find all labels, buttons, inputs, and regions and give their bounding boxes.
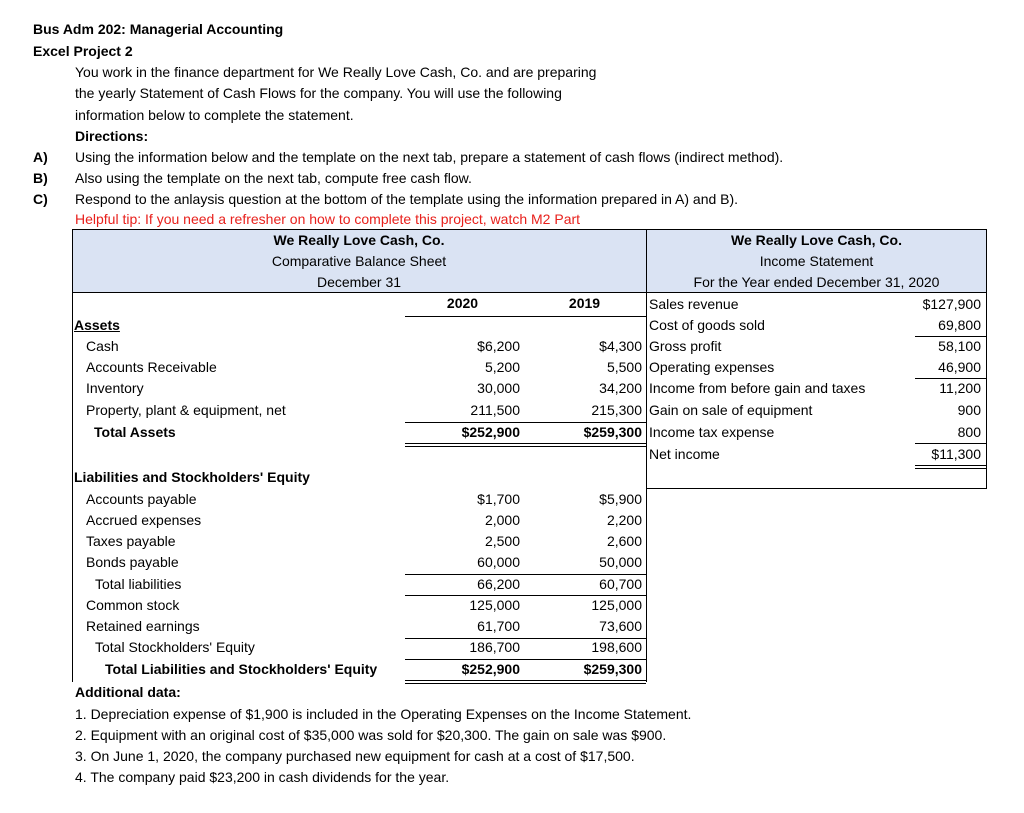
cogs-underline xyxy=(915,336,986,337)
asset-ppe-label: Property, plant & equipment, net xyxy=(86,402,286,418)
is-row-gain-label: Gain on sale of equipment xyxy=(649,402,813,418)
course-title: Bus Adm 202: Managerial Accounting xyxy=(33,21,284,37)
asset-cash-2019: $4,300 xyxy=(599,338,642,354)
direction-a-text: Using the information below and the template on the next tab, prepare a statement of cash flows (indirect method). xyxy=(75,149,784,165)
liab-bonds-2019: 50,000 xyxy=(599,554,642,570)
total-liabilities-2019: 60,700 xyxy=(599,576,642,592)
additional-data-label: Additional data: xyxy=(75,684,181,700)
helpful-tip: Helpful tip: If you need a refresher on how to complete this project, watch M2 Part xyxy=(75,211,581,227)
direction-b-text: Also using the template on the next tab, compute free cash flow. xyxy=(75,170,472,186)
middle-border xyxy=(646,229,647,682)
is-period: For the Year ended December 31, 2020 xyxy=(693,274,940,290)
is-row-sales-value: $127,900 xyxy=(922,296,981,312)
liab-ap-label: Accounts payable xyxy=(86,491,197,507)
net-income-double-line-1 xyxy=(915,465,986,466)
liabilities-equity-label: Liabilities and Stockholders' Equity xyxy=(74,469,310,485)
direction-c-letter: C) xyxy=(33,191,48,207)
income-statement-bottom-border xyxy=(646,488,987,489)
asset-ppe-2019: 215,300 xyxy=(591,402,642,418)
is-title: Income Statement xyxy=(759,253,874,269)
bs-company: We Really Love Cash, Co. xyxy=(273,232,445,248)
assets-subtotal-line xyxy=(405,422,646,423)
asset-ar-label: Accounts Receivable xyxy=(86,359,217,375)
liab-accrued-label: Accrued expenses xyxy=(86,512,202,528)
is-row-income-before-value: 11,200 xyxy=(939,380,981,396)
col-header-2019: 2019 xyxy=(568,295,601,311)
total-liabilities-label: Total liabilities xyxy=(95,576,182,592)
direction-b-letter: B) xyxy=(33,170,48,186)
additional-item-1: 1. Depreciation expense of $1,900 is included in the Operating Expenses on the Income Statement. xyxy=(75,706,692,722)
total-le-2020: $252,900 xyxy=(461,661,520,677)
total-equity-label: Total Stockholders' Equity xyxy=(95,639,255,655)
liab-ap-2020: $1,700 xyxy=(477,491,520,507)
asset-inventory-2019: 34,200 xyxy=(599,380,642,396)
total-le-double-line-1 xyxy=(405,680,646,681)
is-row-tax-value: 800 xyxy=(957,424,981,440)
equity-retained-2019: 73,600 xyxy=(599,618,642,634)
asset-cash-2020: $6,200 xyxy=(477,338,520,354)
is-company: We Really Love Cash, Co. xyxy=(731,232,902,248)
bs-title: Comparative Balance Sheet xyxy=(271,253,447,269)
liabilities-subtotal-line xyxy=(405,574,646,575)
additional-item-2: 2. Equipment with an original cost of $35,000 was sold for $20,300. The gain on sale was $900. xyxy=(75,727,667,743)
total-le-2019: $259,300 xyxy=(583,661,642,677)
intro-line-1: You work in the finance department for We Really Love Cash, Co. and are preparing xyxy=(75,64,597,80)
is-row-gross-label: Gross profit xyxy=(649,338,722,354)
direction-c-text: Respond to the anlaysis question at the bottom of the template using the information prepared in A) and B). xyxy=(75,191,739,207)
equity-common-2020: 125,000 xyxy=(469,597,520,613)
equity-common-2019: 125,000 xyxy=(591,597,642,613)
asset-ar-2020: 5,200 xyxy=(484,359,520,375)
assets-label: Assets xyxy=(74,317,120,333)
is-row-sales-label: Sales revenue xyxy=(649,296,739,312)
liab-accrued-2020: 2,000 xyxy=(484,512,520,528)
is-row-cogs-label: Cost of goods sold xyxy=(649,317,765,333)
total-assets-double-line-1 xyxy=(405,443,646,444)
is-row-income-before-label: Income from before gain and taxes xyxy=(649,380,866,396)
total-liabilities-underline xyxy=(405,595,646,596)
total-equity-underline xyxy=(405,659,646,660)
net-income-double-line-2 xyxy=(915,468,986,469)
equity-common-label: Common stock xyxy=(86,597,180,613)
intro-line-3: information below to complete the statement. xyxy=(75,107,354,123)
total-liabilities-2020: 66,200 xyxy=(477,576,520,592)
total-equity-2019: 198,600 xyxy=(591,639,642,655)
project-title: Excel Project 2 xyxy=(33,43,133,59)
is-row-opex-value: 46,900 xyxy=(938,359,981,375)
is-row-opex-label: Operating expenses xyxy=(649,359,775,375)
col-header-underline xyxy=(405,316,646,317)
is-row-gain-value: 900 xyxy=(957,402,981,418)
asset-ar-2019: 5,500 xyxy=(606,359,642,375)
asset-cash-label: Cash xyxy=(86,338,119,354)
asset-inventory-2020: 30,000 xyxy=(477,380,520,396)
is-row-net-income-label: Net income xyxy=(649,446,720,462)
is-row-net-income-value: $11,300 xyxy=(931,446,981,462)
total-assets-2019: $259,300 xyxy=(583,424,642,440)
direction-a-letter: A) xyxy=(33,149,48,165)
opex-underline xyxy=(915,378,986,379)
directions-label: Directions: xyxy=(75,128,149,144)
total-equity-2020: 186,700 xyxy=(469,639,520,655)
right-border xyxy=(986,229,987,489)
asset-ppe-2020: 211,500 xyxy=(470,402,520,418)
liab-accrued-2019: 2,200 xyxy=(606,512,642,528)
asset-inventory-label: Inventory xyxy=(86,380,144,396)
tax-underline xyxy=(915,443,986,444)
liab-taxes-2019: 2,600 xyxy=(606,533,642,549)
total-le-label: Total Liabilities and Stockholders' Equity xyxy=(105,661,378,677)
additional-item-3: 3. On June 1, 2020, the company purchased new equipment for cash at a cost of $17,500. xyxy=(75,748,635,764)
intro-line-2: the yearly Statement of Cash Flows for the company. You will use the following xyxy=(75,85,562,101)
total-assets-2020: $252,900 xyxy=(461,424,520,440)
total-assets-double-line-2 xyxy=(405,446,646,447)
liab-taxes-2020: 2,500 xyxy=(484,533,520,549)
is-row-cogs-value: 69,800 xyxy=(938,317,981,333)
left-border xyxy=(72,229,73,682)
liab-bonds-2020: 60,000 xyxy=(477,554,520,570)
is-row-gross-value: 58,100 xyxy=(938,338,981,354)
table-top-border xyxy=(72,229,987,230)
liab-bonds-label: Bonds payable xyxy=(86,554,179,570)
liab-ap-2019: $5,900 xyxy=(599,491,642,507)
equity-retained-label: Retained earnings xyxy=(86,618,200,634)
total-assets-label: Total Assets xyxy=(94,424,176,440)
liab-taxes-label: Taxes payable xyxy=(86,533,176,549)
col-header-2020: 2020 xyxy=(446,295,479,311)
total-le-double-line-2 xyxy=(405,683,646,684)
additional-item-4: 4. The company paid $23,200 in cash dividends for the year. xyxy=(75,769,450,785)
is-row-tax-label: Income tax expense xyxy=(649,424,775,440)
bs-date: December 31 xyxy=(316,274,402,290)
header-bottom-border xyxy=(72,292,987,293)
equity-retained-2020: 61,700 xyxy=(477,618,520,634)
